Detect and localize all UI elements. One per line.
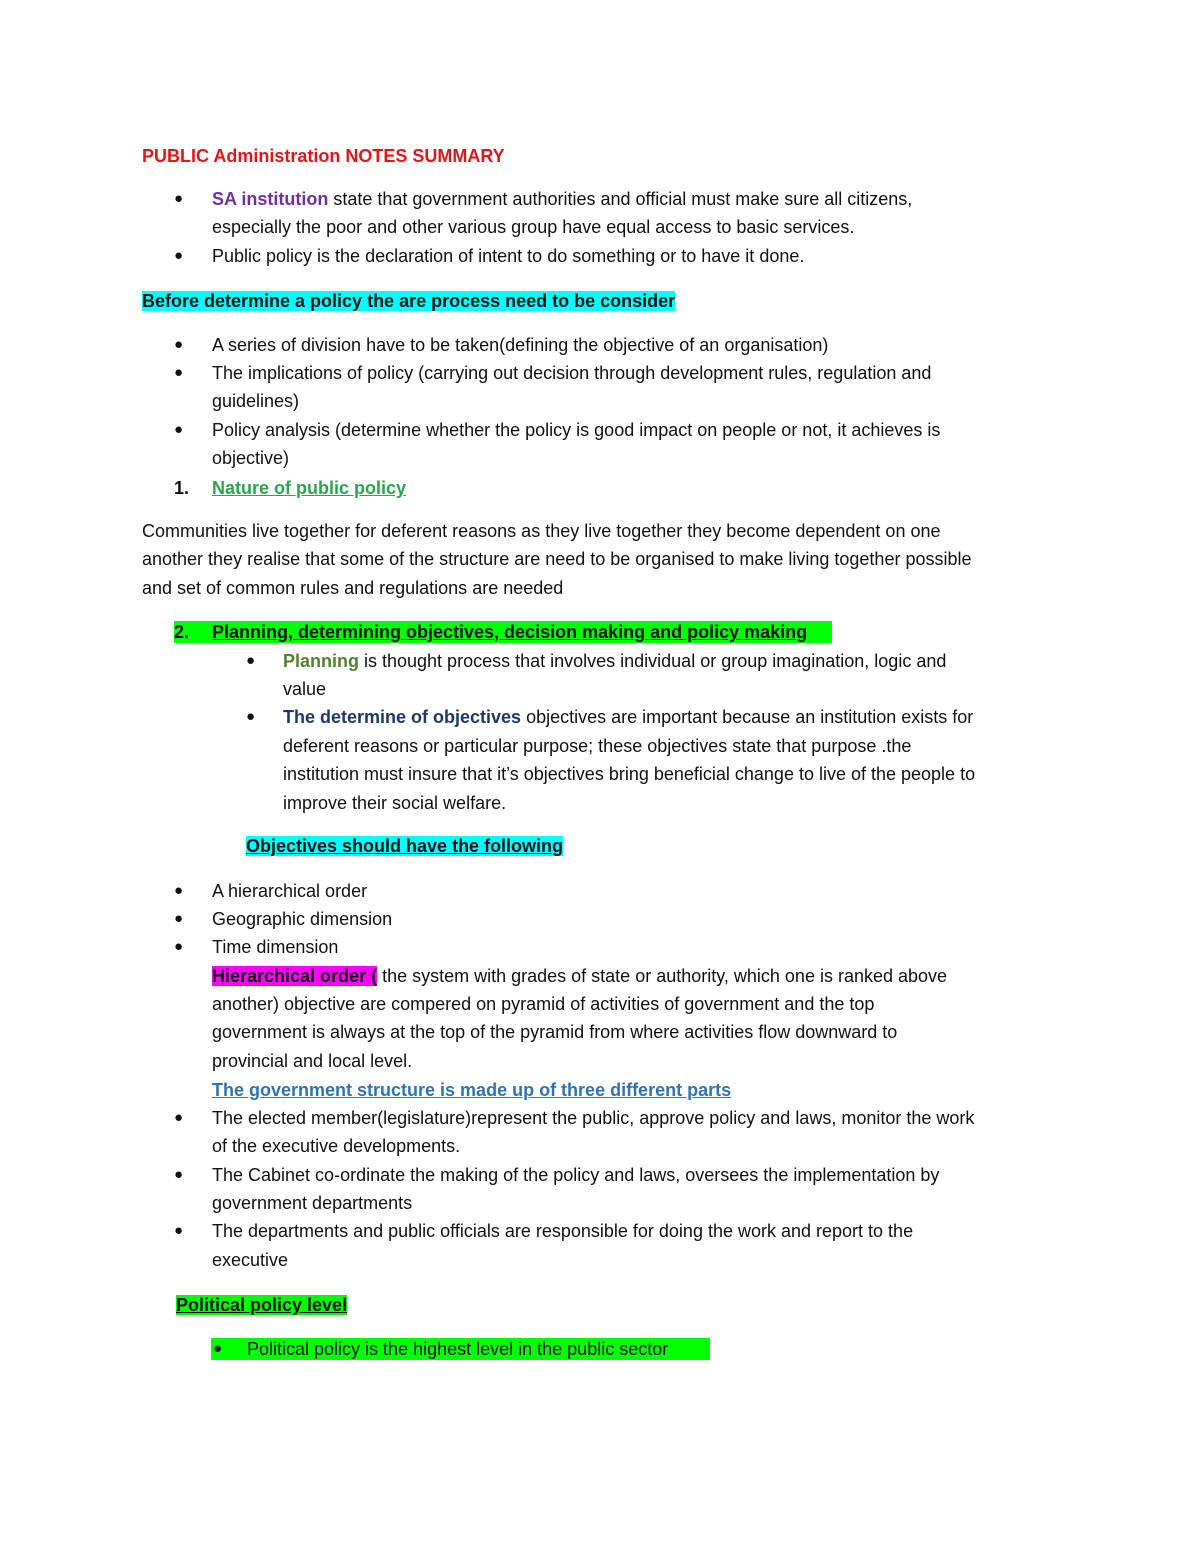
planning-continuation: value [283,679,327,699]
objectives-heading-text: Objectives should have the following [246,836,564,856]
communities-line-3: and set of common rules and regulations are needed [142,578,564,598]
bullet-icon: ● [213,1340,223,1357]
gov-bullet-1: The elected member(legislature)represent the public, approve policy and laws, monitor the work [212,1108,975,1128]
gov-structure-heading: The government structure is made up of three different parts [212,1080,732,1100]
determine-line [283,706,973,728]
bullet-icon: ● [174,364,184,381]
bullet-icon: ● [174,1166,184,1183]
bullet-icon: ● [174,1222,184,1239]
gov-bullet-1-continuation: of the executive developments. [212,1136,461,1156]
objectives-heading [246,835,563,857]
bullet-icon: ● [246,652,256,669]
hierarchical-line [212,965,947,987]
section1-number: 1. [174,478,190,498]
planning-term: Planning [283,651,359,671]
bullet-icon: ● [174,1109,184,1126]
objective-item-1: A hierarchical order [212,881,368,901]
section2-title: Planning, determining objectives, decision making and policy making [212,622,808,642]
planning-line [283,650,946,672]
section1-title: Nature of public policy [212,478,407,498]
determine-continuation-1: deferent reasons or particular purpose; these objectives state that purpose .the [283,736,912,756]
gov-bullet-2: The Cabinet co-ordinate the making of the policy and laws, oversees the implementation by [212,1165,940,1185]
bullet-icon: ● [174,421,184,438]
communities-line-1: Communities live together for deferent reasons as they live together they become dependent on one [142,521,941,541]
process-bullet-1: A series of division have to be taken(defining the objective of an organisation) [212,335,829,355]
hierarchical-continuation-2: government is always at the top of the pyramid from where activities flow downward to [212,1022,898,1042]
intro-bullet-1-text: state that government authorities and official must make sure all citizens, [328,189,913,209]
process-bullet-2: The implications of policy (carrying out decision through development rules, regulation and [212,363,932,383]
section2-heading [174,621,832,643]
hierarchical-continuation-1: another) objective are compered on pyramid of activities of government and the top [212,994,875,1014]
determine-continuation-3: improve their social welfare. [283,793,507,813]
bullet-icon: ● [174,336,184,353]
process-bullet-2-continuation: guidelines) [212,391,300,411]
political-heading [176,1294,347,1316]
bullet-icon: ● [174,938,184,955]
bullet-icon: ● [174,910,184,927]
intro-bullet-2: Public policy is the declaration of intent to do something or to have it done. [212,246,805,266]
political-bullet: Political policy is the highest level in the public sector [247,1339,669,1359]
political-heading-text: Political policy level [176,1295,348,1315]
hierarchical-text: the system with grades of state or authority, which one is ranked above [377,966,948,986]
bullet-icon: ● [246,708,256,725]
process-bullet-3-continuation: objective) [212,448,290,468]
gov-bullet-3-continuation: executive [212,1250,289,1270]
planning-text: is thought process that involves individual or group imagination, logic and [359,651,947,671]
determine-term: The determine of objectives [283,707,522,727]
bullet-icon: ● [174,190,184,207]
process-heading [142,290,675,312]
process-heading-text: Before determine a policy the are process need to be consider [142,291,676,311]
section2-number: 2. [174,622,190,642]
determine-continuation-2: institution must insure that it’s objectives bring beneficial change to live of the people to [283,764,976,784]
sa-institution-term: SA institution [212,189,329,209]
political-bullet-line [211,1338,710,1360]
communities-line-2: another they realise that some of the structure are need to be organised to make living together possible [142,549,972,569]
objective-item-3: Time dimension [212,937,339,957]
determine-text: objectives are important because an institution exists for [521,707,974,727]
process-bullet-3: Policy analysis (determine whether the policy is good impact on people or not, it achieves is [212,420,941,440]
gov-bullet-3: The departments and public officials are responsible for doing the work and report to the [212,1221,914,1241]
hierarchical-term: Hierarchical order ( [212,966,378,986]
intro-bullet-1-continuation: especially the poor and other various group have equal access to basic services. [212,217,855,237]
hierarchical-continuation-3: provincial and local level. [212,1051,413,1071]
bullet-icon: ● [174,247,184,264]
doc-title: PUBLIC Administration NOTES SUMMARY [142,146,505,166]
bullet-icon: ● [174,882,184,899]
gov-bullet-2-continuation: government departments [212,1193,413,1213]
intro-bullet-1 [212,188,912,210]
objective-item-2: Geographic dimension [212,909,393,929]
